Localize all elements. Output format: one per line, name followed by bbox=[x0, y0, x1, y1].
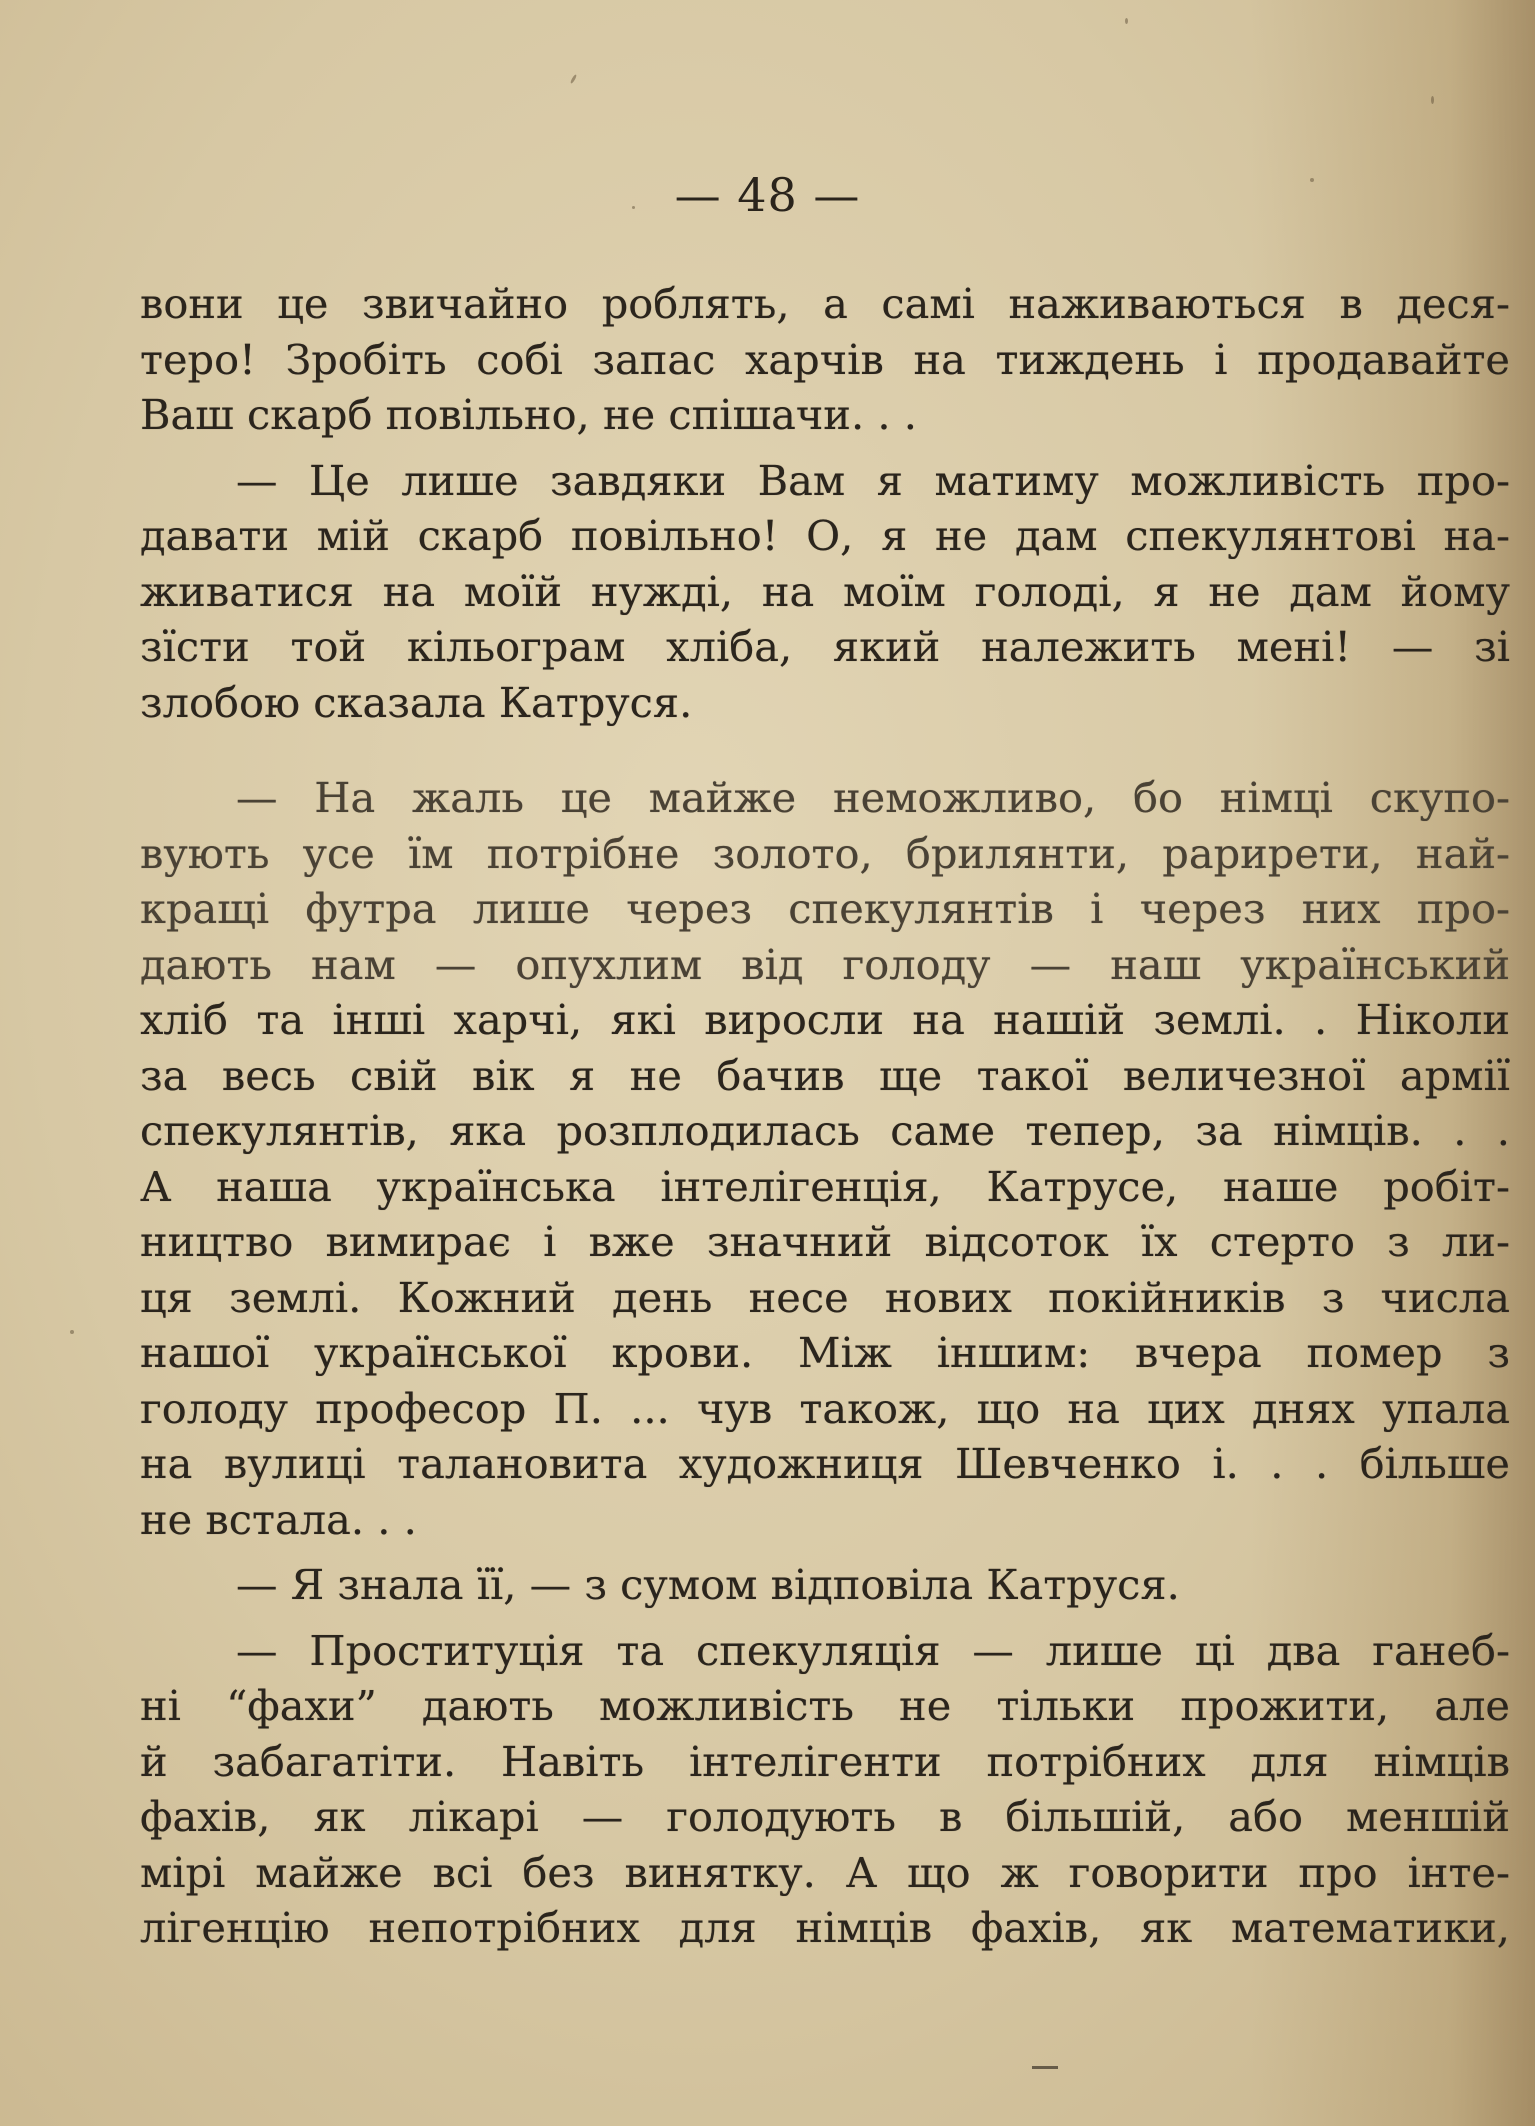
text-line: ництво вимирає і вже значний відсоток їх стерто з ли- bbox=[140, 1217, 1510, 1266]
text-line: кращі футра лише через спекулянтів і через них про- bbox=[140, 884, 1510, 933]
text-line: зїсти той кільограм хліба, який належить мені! — зі bbox=[140, 622, 1510, 671]
text-line: на вулиці талановита художниця Шевченко і. . . більше bbox=[140, 1439, 1510, 1488]
page-number: — 48 — bbox=[674, 168, 861, 222]
text-line: давати мій скарб повільно! О, я не дам спекулянтові на- bbox=[140, 511, 1510, 560]
paragraph bbox=[140, 1623, 1510, 1956]
text-line: Ваш скарб повільно, не спішачи. . . bbox=[140, 390, 917, 439]
paragraph bbox=[140, 276, 1510, 443]
paragraph-gap bbox=[140, 730, 1510, 770]
ink-speck bbox=[1431, 96, 1434, 104]
text-line: за весь свій вік я не бачив ще такої величезної армії bbox=[140, 1050, 1510, 1100]
text-line: ні “фахи” дають можливість не тільки прожити, але bbox=[140, 1681, 1510, 1730]
text-line: лігенцію непотрібних для німців фахів, як математики, bbox=[140, 1903, 1510, 1952]
paragraph bbox=[140, 453, 1510, 731]
print-mark bbox=[1032, 2066, 1058, 2069]
text-line: А наша українська інтелігенція, Катрусе, наше робіт- bbox=[140, 1161, 1510, 1211]
ink-speck bbox=[1125, 18, 1128, 24]
text-line: спекулянтів, яка розплодилась саме тепер, за німців. . . bbox=[140, 1106, 1510, 1155]
text-line: — Я знала її, — з сумом відповіла Катруся. bbox=[236, 1560, 1180, 1609]
text-line: ця землі. Кожний день несе нових покійників з числа bbox=[140, 1272, 1510, 1322]
paragraph bbox=[140, 770, 1510, 1547]
text-line: злобою сказала Катруся. bbox=[140, 677, 693, 727]
paragraph-gap bbox=[140, 1613, 1510, 1623]
text-line: — Проституція та спекуляція — лише ці два ганеб- bbox=[236, 1625, 1510, 1675]
text-line: фахів, як лікарі — голодують в більшій, або меншій bbox=[140, 1792, 1510, 1841]
text-line: — Це лише завдяки Вам я матиму можливість про- bbox=[236, 455, 1510, 505]
paragraph-gap bbox=[140, 443, 1510, 453]
text-line: дають нам — опухлим від голоду — наш український bbox=[140, 939, 1510, 989]
text-line: голоду професор П. ... чув також, що на цих днях упала bbox=[140, 1383, 1510, 1433]
ink-speck bbox=[570, 74, 578, 84]
text-line: нашої української крови. Між іншим: вчера помер з bbox=[140, 1328, 1510, 1377]
ink-speck bbox=[70, 1330, 74, 1334]
text-line: живатися на моїй нужді, на моїм голоді, я не дам йому bbox=[140, 566, 1510, 616]
text-line: й забагатіти. Навіть інтелігенти потрібних для німців bbox=[140, 1736, 1510, 1786]
text-line: мірі майже всі без винятку. А що ж говорити про інте- bbox=[140, 1847, 1510, 1897]
text-line: вують усе їм потрібне золото, брилянти, рарирети, най- bbox=[140, 828, 1510, 878]
text-line: — На жаль це майже неможливо, бо німці скупо- bbox=[236, 773, 1510, 822]
text-line: теро! Зробіть собі запас харчів на тиждень і продавайте bbox=[140, 334, 1510, 384]
paragraph bbox=[140, 1557, 1510, 1613]
text-line: хліб та інші харчі, які виросли на нашій землі. . Ніколи bbox=[140, 995, 1510, 1044]
text-line: не встала. . . bbox=[140, 1494, 417, 1544]
text-line: вони це звичайно роблять, а самі наживаються в деся- bbox=[140, 279, 1510, 328]
body-text bbox=[140, 276, 1510, 1956]
paragraph-gap bbox=[140, 1547, 1510, 1557]
